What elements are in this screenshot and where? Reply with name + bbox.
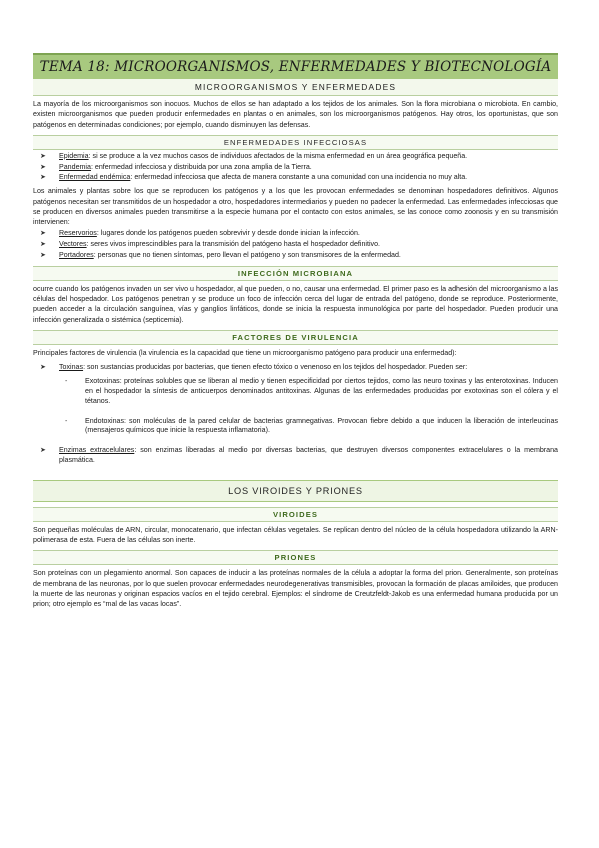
list-item (40, 229, 558, 239)
definition: : personas que no tienen síntomas, pero llevan el patógeno y son transmisores de la enfermedad. (93, 251, 401, 260)
list-item (40, 162, 558, 173)
definition: : enfermedad infecciosa que afecta de manera constante a una comunidad con una incidencia no muy alta. (130, 173, 468, 182)
arrow-bullet-icon: ➤ (40, 174, 46, 182)
dash-bullet: - (65, 417, 68, 425)
arrow-bullet-icon: ➤ (40, 152, 46, 160)
subheading-viroides: VIROIDES (33, 507, 558, 522)
definition: : lugares donde los patógenos pueden sobrevivir y desde donde inician la infección. (96, 229, 360, 238)
arrow-bullet-icon: ➤ (40, 364, 46, 372)
exotoxinas-text: Exotoxinas: proteínas solubles que se liberan al medio y tienen especificidad por ciertos tejidos, como las neuro toxinas y las enterotoxinas. Inducen en el hospedador la síntesis de anticuerpos denominados antitoxinas. Algunas de las enfermedades producidas por exotoxinas son el cólera y el tétanos. (85, 377, 558, 405)
subheading-priones: PRIONES (33, 550, 558, 565)
page-title: TEMA 18: MICROORGANISMOS, ENFERMEDADES Y BIOTECNOLOGÍA (39, 59, 552, 75)
definition: : si se produce a la vez muchos casos de individuos afectados de la misma enfermedad en un área geográfica pequeña. (88, 151, 468, 160)
arrow-bullet-icon: ➤ (40, 252, 46, 260)
zoonosis-list (33, 229, 558, 260)
section-heading-viroides-priones: LOS VIROIDES Y PRIONES (33, 480, 558, 502)
arrow-bullet-icon: ➤ (40, 241, 46, 249)
list-item (40, 151, 558, 162)
term-reservorios: Reservorios (59, 229, 97, 238)
definition: : son sustancias producidas por bacterias, que tienen efecto tóxico o venenoso en los tejidos del hospedador. Pueden ser: (83, 363, 468, 372)
definition: : enfermedad infecciosa y distribuida por una zona amplia de la Tierra. (90, 162, 312, 171)
list-item (40, 240, 558, 250)
definition: : son enzimas liberadas al medio por diversas bacterias, que destruyen diversos componentes extracelulares o la membrana plasmática. (59, 446, 558, 464)
dash-bullet: - (65, 378, 68, 386)
list-item (40, 446, 558, 466)
definition: : seres vivos imprescindibles para la transmisión del patógeno hasta el hospedador definitivo. (86, 240, 380, 249)
arrow-bullet-icon: ➤ (40, 163, 46, 171)
list-item (65, 377, 558, 406)
intro-paragraph: La mayoría de los microorganismos son inocuos. Muchos de ellos se han adaptado a los tejidos de los animales. Son la flora microbiana o microbiota. En cambio, existen microorganismos que pueden producir enfermedades en plantas o en animales, son los microorganismos patógenos. Hay otros, los oportunistas, que son patógenos en determinadas condiciones; por ejemplo, cuando disminuyen las defensas. (33, 100, 558, 129)
term-pandemia: Pandemia (59, 162, 91, 171)
virulencia-list (33, 363, 558, 465)
hospedadores-paragraph: Los animales y plantas sobre los que se reproducen los patógenos y a los que les provocan enfermedades se denominan hospedadores definitivos. Algunos patógenos necesitan ser transmitidos de un hospedador a otro, hospedadores intermediarios y pueden no padecer la enfermedad. Las enfermedades infecciosas que se producen en diversos animales pueden transmitirse a la especie humana por el contacto con estos animales, se las conoce como zoonosis y en su transmisión intervienen: (33, 187, 558, 227)
priones-paragraph: Son proteínas con un plegamiento anormal. Son capaces de inducir a las proteínas normales de la célula a adoptar la forma del prion. Generalmente, son proteínas de membrana de las neuronas, por lo que suelen provocar enfermedades neurodegenerativas transmisibles, provocan la formación de placas amiloides, que producen la muerte de las neuronas y originan espacios vacíos en el tejido cerebral. Ejemplos: el síndrome de Creutzfeldt-Jakob es una enfermedad humana producida por un prion; otro ejemplo es “mal de las vacas locas”. (33, 569, 558, 609)
list-item (40, 363, 558, 436)
subheading-infeccion-microbiana: INFECCIÓN MICROBIANA (33, 266, 558, 281)
toxinas-sublist (59, 377, 558, 436)
viroides-paragraph: Son pequeñas moléculas de ARN, circular, monocatenario, que infectan células vegetales. Se replican dentro del núcleo de la célula hospedadora utilizando la ARN-polimerasa de esta. Fuera de las células son inerte. (33, 525, 558, 545)
term-vectores: Vectores (59, 240, 87, 249)
subheading-enfermedades-infecciosas: ENFERMEDADES INFECCIOSAS (33, 135, 558, 150)
document-page (33, 53, 558, 610)
section-heading-microorganismos: MICROORGANISMOS Y ENFERMEDADES (33, 79, 558, 96)
infeccion-paragraph: ocurre cuando los patógenos invaden un ser vivo u hospedador, al que pueden, o no, causar una enfermedad. El primer paso es la adhesión del microorganismo a las células del hospedador. Los patógenos penetran y se produce un foco de infección cerca del lugar de entrada del patógeno, donde se reproduce. Posteriormente, pueden acceder a la circulación sanguínea, vías y ganglios linfáticos, donde se inicia la respuesta inmunológica por parte del hospedador. Pueden producir una infección generalizada o sistémica (septicemia). (33, 284, 558, 324)
list-item (40, 173, 558, 183)
list-item (40, 251, 558, 261)
arrow-bullet-icon: ➤ (40, 447, 46, 455)
term-epidemia: Epidemia (59, 151, 89, 160)
term-portadores: Portadores (59, 251, 94, 260)
term-toxinas: Toxinas (59, 363, 84, 372)
infecciosas-list (33, 152, 558, 183)
arrow-bullet-icon: ➤ (40, 230, 46, 238)
term-enzimas: Enzimas extracelulares (59, 446, 135, 455)
subheading-factores-virulencia: FACTORES DE VIRULENCIA (33, 330, 558, 345)
endotoxinas-text: Endotoxinas: son moléculas de la pared celular de bacterias gramnegativas. Provocan fiebre debido a que inducen la liberación de interleucinas (mensajeros químicos que inicie la respuesta inflamatoria). (85, 416, 558, 435)
title-bar (33, 53, 558, 79)
list-item (65, 416, 558, 437)
term-endemica: Enfermedad endémica (59, 173, 131, 182)
virulencia-paragraph: Principales factores de virulencia (la virulencia es la capacidad que tiene un microorganismo patógeno para producir una enfermedad): (33, 349, 457, 358)
